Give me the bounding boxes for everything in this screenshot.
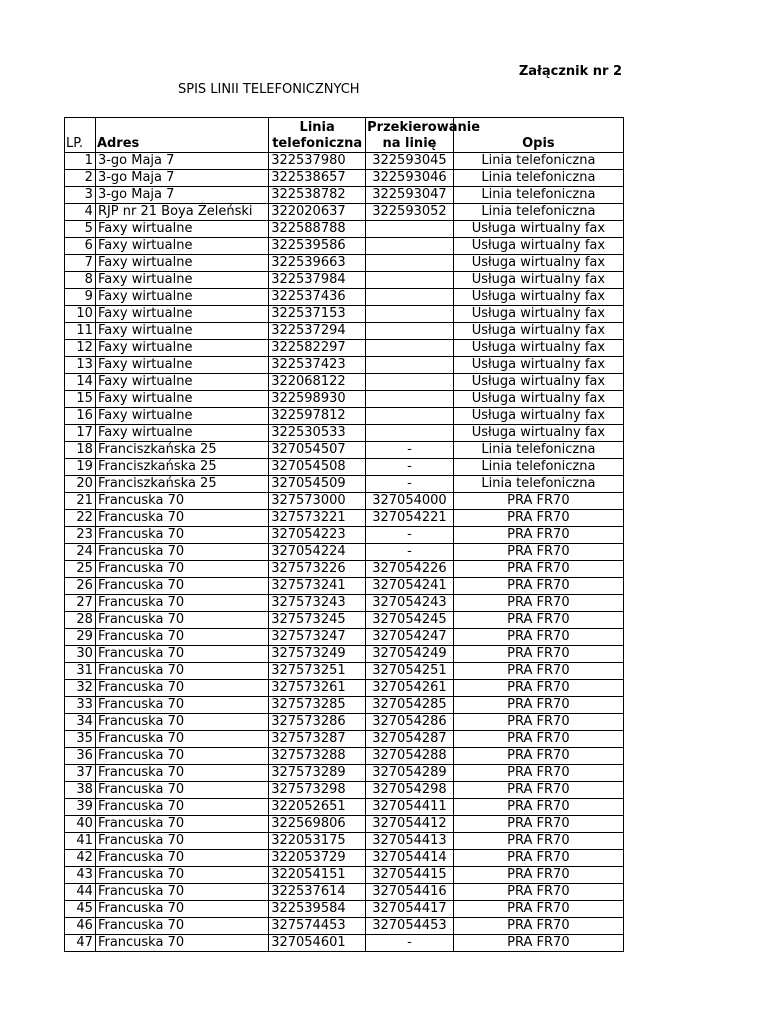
cell-opis: PRA FR70 (453, 833, 623, 850)
cell-linia: 322539663 (269, 255, 366, 272)
cell-lp: 4 (65, 204, 96, 221)
cell-lp: 24 (65, 544, 96, 561)
cell-przekierowanie (366, 357, 454, 374)
cell-przekierowanie: 327054412 (366, 816, 454, 833)
table-row (65, 187, 624, 204)
cell-linia: 322588788 (269, 221, 366, 238)
cell-przekierowanie: 327054000 (366, 493, 454, 510)
cell-linia: 322054151 (269, 867, 366, 884)
cell-opis: PRA FR70 (453, 867, 623, 884)
cell-linia: 327573286 (269, 714, 366, 731)
cell-adres: Francuska 70 (95, 578, 268, 595)
cell-przekierowanie: 327054414 (366, 850, 454, 867)
cell-przekierowanie: 322593045 (366, 153, 454, 170)
cell-linia: 327054601 (269, 935, 366, 952)
cell-przekierowanie: 327054251 (366, 663, 454, 680)
cell-lp: 41 (65, 833, 96, 850)
cell-linia: 327573226 (269, 561, 366, 578)
cell-lp: 44 (65, 884, 96, 901)
cell-linia: 322537614 (269, 884, 366, 901)
table-row (65, 544, 624, 561)
cell-lp: 46 (65, 918, 96, 935)
cell-przekierowanie: - (366, 935, 454, 952)
cell-opis: PRA FR70 (453, 765, 623, 782)
cell-opis: PRA FR70 (453, 935, 623, 952)
cell-opis: Usługa wirtualny fax (453, 357, 623, 374)
cell-adres: Faxy wirtualne (95, 289, 268, 306)
cell-opis: Usługa wirtualny fax (453, 391, 623, 408)
table-row (65, 918, 624, 935)
table-row (65, 935, 624, 952)
table-row (65, 459, 624, 476)
cell-adres: 3-go Maja 7 (95, 187, 268, 204)
cell-opis: PRA FR70 (453, 748, 623, 765)
cell-adres: Francuska 70 (95, 918, 268, 935)
cell-opis: PRA FR70 (453, 510, 623, 527)
cell-przekierowanie: 327054261 (366, 680, 454, 697)
cell-przekierowanie (366, 408, 454, 425)
cell-przekierowanie (366, 374, 454, 391)
table-row (65, 714, 624, 731)
cell-lp: 1 (65, 153, 96, 170)
cell-adres: Faxy wirtualne (95, 374, 268, 391)
cell-lp: 43 (65, 867, 96, 884)
cell-opis: PRA FR70 (453, 782, 623, 799)
cell-linia: 322569806 (269, 816, 366, 833)
cell-linia: 322053175 (269, 833, 366, 850)
header-linia: Linia telefoniczna (269, 118, 366, 153)
cell-lp: 23 (65, 527, 96, 544)
cell-przekierowanie: 322593046 (366, 170, 454, 187)
cell-lp: 22 (65, 510, 96, 527)
cell-opis: Linia telefoniczna (453, 459, 623, 476)
cell-linia: 322582297 (269, 340, 366, 357)
cell-przekierowanie (366, 255, 454, 272)
cell-linia: 327573251 (269, 663, 366, 680)
table-row (65, 204, 624, 221)
cell-lp: 8 (65, 272, 96, 289)
table-row (65, 578, 624, 595)
cell-lp: 21 (65, 493, 96, 510)
table-row (65, 595, 624, 612)
cell-opis: PRA FR70 (453, 799, 623, 816)
cell-lp: 5 (65, 221, 96, 238)
cell-lp: 47 (65, 935, 96, 952)
cell-linia: 322537423 (269, 357, 366, 374)
cell-lp: 15 (65, 391, 96, 408)
cell-lp: 12 (65, 340, 96, 357)
table-row (65, 663, 624, 680)
cell-opis: Usługa wirtualny fax (453, 221, 623, 238)
cell-adres: Francuska 70 (95, 646, 268, 663)
cell-przekierowanie: 327054411 (366, 799, 454, 816)
table-row (65, 527, 624, 544)
cell-linia: 322537984 (269, 272, 366, 289)
cell-opis: Usługa wirtualny fax (453, 340, 623, 357)
cell-przekierowanie: 327054286 (366, 714, 454, 731)
cell-adres: RJP nr 21 Boya Żeleński (95, 204, 268, 221)
table-row (65, 833, 624, 850)
cell-opis: PRA FR70 (453, 663, 623, 680)
cell-linia: 327573261 (269, 680, 366, 697)
cell-linia: 327573289 (269, 765, 366, 782)
cell-opis: Usługa wirtualny fax (453, 238, 623, 255)
table-row (65, 697, 624, 714)
cell-opis: Linia telefoniczna (453, 204, 623, 221)
cell-lp: 19 (65, 459, 96, 476)
cell-opis: Usługa wirtualny fax (453, 272, 623, 289)
cell-przekierowanie: 327054413 (366, 833, 454, 850)
table-row (65, 221, 624, 238)
cell-linia: 327573243 (269, 595, 366, 612)
cell-adres: Faxy wirtualne (95, 306, 268, 323)
cell-adres: Faxy wirtualne (95, 221, 268, 238)
cell-przekierowanie: 327054249 (366, 646, 454, 663)
cell-przekierowanie: 327054417 (366, 901, 454, 918)
cell-linia: 322539584 (269, 901, 366, 918)
cell-linia: 327573241 (269, 578, 366, 595)
phone-lines-table (64, 117, 624, 952)
cell-lp: 27 (65, 595, 96, 612)
cell-przekierowanie: 327054298 (366, 782, 454, 799)
cell-przekierowanie: 322593047 (366, 187, 454, 204)
cell-linia: 322537153 (269, 306, 366, 323)
cell-adres: Francuska 70 (95, 782, 268, 799)
cell-opis: PRA FR70 (453, 697, 623, 714)
cell-opis: Usługa wirtualny fax (453, 289, 623, 306)
cell-linia: 327054224 (269, 544, 366, 561)
cell-przekierowanie: 327054245 (366, 612, 454, 629)
cell-przekierowanie: 322593052 (366, 204, 454, 221)
cell-lp: 16 (65, 408, 96, 425)
cell-przekierowanie (366, 238, 454, 255)
cell-linia: 322068122 (269, 374, 366, 391)
cell-lp: 39 (65, 799, 96, 816)
cell-opis: PRA FR70 (453, 884, 623, 901)
header-przekierowanie: Przekierowanie na linię (366, 118, 454, 153)
cell-adres: 3-go Maja 7 (95, 170, 268, 187)
cell-lp: 26 (65, 578, 96, 595)
cell-opis: Linia telefoniczna (453, 187, 623, 204)
table-row (65, 340, 624, 357)
cell-opis: PRA FR70 (453, 578, 623, 595)
cell-opis: Usługa wirtualny fax (453, 425, 623, 442)
cell-lp: 29 (65, 629, 96, 646)
cell-linia: 327054223 (269, 527, 366, 544)
table-row (65, 425, 624, 442)
cell-opis: PRA FR70 (453, 629, 623, 646)
cell-adres: 3-go Maja 7 (95, 153, 268, 170)
cell-linia: 327054508 (269, 459, 366, 476)
cell-adres: Francuska 70 (95, 595, 268, 612)
cell-linia: 322020637 (269, 204, 366, 221)
table-row (65, 867, 624, 884)
cell-lp: 6 (65, 238, 96, 255)
table-row (65, 850, 624, 867)
cell-przekierowanie (366, 221, 454, 238)
cell-adres: Francuska 70 (95, 799, 268, 816)
table-row (65, 391, 624, 408)
cell-lp: 7 (65, 255, 96, 272)
cell-opis: Linia telefoniczna (453, 170, 623, 187)
cell-adres: Faxy wirtualne (95, 391, 268, 408)
table-header (65, 118, 624, 153)
table-row (65, 816, 624, 833)
header-adres: Adres (95, 118, 268, 153)
cell-adres: Franciszkańska 25 (95, 442, 268, 459)
cell-przekierowanie: - (366, 459, 454, 476)
cell-adres: Faxy wirtualne (95, 272, 268, 289)
cell-lp: 37 (65, 765, 96, 782)
cell-adres: Francuska 70 (95, 697, 268, 714)
cell-linia: 322537294 (269, 323, 366, 340)
cell-przekierowanie: 327054453 (366, 918, 454, 935)
table-row (65, 901, 624, 918)
cell-opis: Usługa wirtualny fax (453, 306, 623, 323)
cell-adres: Faxy wirtualne (95, 425, 268, 442)
cell-adres: Francuska 70 (95, 748, 268, 765)
cell-opis: PRA FR70 (453, 850, 623, 867)
cell-lp: 2 (65, 170, 96, 187)
cell-przekierowanie: - (366, 442, 454, 459)
cell-przekierowanie (366, 306, 454, 323)
cell-adres: Faxy wirtualne (95, 255, 268, 272)
cell-opis: Usługa wirtualny fax (453, 374, 623, 391)
cell-przekierowanie: 327054241 (366, 578, 454, 595)
table-body (65, 153, 624, 952)
cell-adres: Francuska 70 (95, 561, 268, 578)
cell-linia: 322538657 (269, 170, 366, 187)
cell-lp: 25 (65, 561, 96, 578)
cell-adres: Francuska 70 (95, 935, 268, 952)
cell-adres: Faxy wirtualne (95, 357, 268, 374)
cell-lp: 14 (65, 374, 96, 391)
cell-opis: PRA FR70 (453, 595, 623, 612)
cell-opis: PRA FR70 (453, 561, 623, 578)
cell-przekierowanie: - (366, 544, 454, 561)
cell-przekierowanie (366, 340, 454, 357)
cell-linia: 322539586 (269, 238, 366, 255)
cell-przekierowanie: 327054416 (366, 884, 454, 901)
cell-linia: 327054507 (269, 442, 366, 459)
cell-lp: 40 (65, 816, 96, 833)
table-row (65, 238, 624, 255)
cell-lp: 17 (65, 425, 96, 442)
cell-opis: PRA FR70 (453, 527, 623, 544)
cell-przekierowanie: 327054288 (366, 748, 454, 765)
cell-przekierowanie: 327054247 (366, 629, 454, 646)
cell-opis: Linia telefoniczna (453, 153, 623, 170)
cell-adres: Faxy wirtualne (95, 340, 268, 357)
cell-adres: Francuska 70 (95, 884, 268, 901)
cell-lp: 38 (65, 782, 96, 799)
cell-przekierowanie: 327054221 (366, 510, 454, 527)
table-row (65, 374, 624, 391)
cell-opis: Usługa wirtualny fax (453, 408, 623, 425)
cell-lp: 45 (65, 901, 96, 918)
table-row (65, 306, 624, 323)
cell-adres: Francuska 70 (95, 629, 268, 646)
cell-opis: PRA FR70 (453, 680, 623, 697)
header-opis: Opis (453, 118, 623, 153)
cell-adres: Francuska 70 (95, 527, 268, 544)
table-row (65, 629, 624, 646)
cell-opis: Linia telefoniczna (453, 476, 623, 493)
cell-lp: 36 (65, 748, 96, 765)
cell-przekierowanie (366, 425, 454, 442)
cell-linia: 322537980 (269, 153, 366, 170)
table-row (65, 476, 624, 493)
cell-adres: Francuska 70 (95, 493, 268, 510)
header-row (65, 118, 624, 153)
table-row (65, 561, 624, 578)
cell-adres: Francuska 70 (95, 680, 268, 697)
cell-adres: Francuska 70 (95, 731, 268, 748)
cell-linia: 327573298 (269, 782, 366, 799)
table-row (65, 408, 624, 425)
cell-opis: Usługa wirtualny fax (453, 323, 623, 340)
table-row (65, 731, 624, 748)
cell-adres: Francuska 70 (95, 544, 268, 561)
table-row (65, 612, 624, 629)
annex-label: Załącznik nr 2 (518, 64, 622, 79)
table-row (65, 765, 624, 782)
cell-linia: 322530533 (269, 425, 366, 442)
table-row (65, 493, 624, 510)
cell-przekierowanie: 327054285 (366, 697, 454, 714)
cell-adres: Francuska 70 (95, 867, 268, 884)
table-row (65, 153, 624, 170)
cell-opis: Usługa wirtualny fax (453, 255, 623, 272)
cell-lp: 13 (65, 357, 96, 374)
cell-lp: 30 (65, 646, 96, 663)
cell-linia: 327573288 (269, 748, 366, 765)
cell-lp: 3 (65, 187, 96, 204)
cell-opis: Linia telefoniczna (453, 442, 623, 459)
table-row (65, 646, 624, 663)
cell-opis: PRA FR70 (453, 816, 623, 833)
cell-opis: PRA FR70 (453, 901, 623, 918)
cell-lp: 35 (65, 731, 96, 748)
cell-adres: Faxy wirtualne (95, 408, 268, 425)
cell-przekierowanie (366, 391, 454, 408)
cell-lp: 9 (65, 289, 96, 306)
cell-opis: PRA FR70 (453, 714, 623, 731)
cell-lp: 20 (65, 476, 96, 493)
cell-adres: Francuska 70 (95, 901, 268, 918)
cell-opis: PRA FR70 (453, 731, 623, 748)
cell-linia: 327574453 (269, 918, 366, 935)
cell-przekierowanie: - (366, 527, 454, 544)
cell-adres: Francuska 70 (95, 765, 268, 782)
cell-linia: 327573247 (269, 629, 366, 646)
table-row (65, 323, 624, 340)
cell-przekierowanie (366, 323, 454, 340)
cell-linia: 327573000 (269, 493, 366, 510)
table-row (65, 255, 624, 272)
cell-lp: 31 (65, 663, 96, 680)
cell-linia: 327573245 (269, 612, 366, 629)
table-row (65, 510, 624, 527)
cell-linia: 322598930 (269, 391, 366, 408)
cell-linia: 322052651 (269, 799, 366, 816)
cell-adres: Francuska 70 (95, 612, 268, 629)
cell-przekierowanie: 327054289 (366, 765, 454, 782)
table-row (65, 442, 624, 459)
cell-przekierowanie: 327054415 (366, 867, 454, 884)
cell-adres: Faxy wirtualne (95, 323, 268, 340)
cell-przekierowanie: - (366, 476, 454, 493)
cell-adres: Francuska 70 (95, 510, 268, 527)
cell-przekierowanie (366, 289, 454, 306)
cell-adres: Francuska 70 (95, 663, 268, 680)
cell-opis: PRA FR70 (453, 646, 623, 663)
cell-adres: Francuska 70 (95, 714, 268, 731)
cell-opis: PRA FR70 (453, 612, 623, 629)
table-row (65, 748, 624, 765)
cell-przekierowanie: 327054226 (366, 561, 454, 578)
cell-adres: Faxy wirtualne (95, 238, 268, 255)
cell-przekierowanie: 327054287 (366, 731, 454, 748)
cell-linia: 322053729 (269, 850, 366, 867)
table-row (65, 289, 624, 306)
table-row (65, 170, 624, 187)
cell-linia: 322538782 (269, 187, 366, 204)
table-row (65, 799, 624, 816)
cell-lp: 32 (65, 680, 96, 697)
header-lp: LP. (65, 118, 96, 153)
cell-przekierowanie: 327054243 (366, 595, 454, 612)
cell-lp: 11 (65, 323, 96, 340)
cell-adres: Francuska 70 (95, 816, 268, 833)
cell-lp: 18 (65, 442, 96, 459)
cell-linia: 327054509 (269, 476, 366, 493)
cell-adres: Franciszkańska 25 (95, 476, 268, 493)
cell-lp: 34 (65, 714, 96, 731)
cell-linia: 327573285 (269, 697, 366, 714)
table-row (65, 357, 624, 374)
cell-lp: 28 (65, 612, 96, 629)
cell-linia: 322597812 (269, 408, 366, 425)
cell-linia: 322537436 (269, 289, 366, 306)
cell-linia: 327573249 (269, 646, 366, 663)
cell-lp: 42 (65, 850, 96, 867)
table-row (65, 884, 624, 901)
cell-adres: Francuska 70 (95, 850, 268, 867)
table-row (65, 680, 624, 697)
cell-przekierowanie (366, 272, 454, 289)
cell-linia: 327573287 (269, 731, 366, 748)
cell-opis: PRA FR70 (453, 544, 623, 561)
cell-adres: Francuska 70 (95, 833, 268, 850)
cell-lp: 33 (65, 697, 96, 714)
cell-adres: Franciszkańska 25 (95, 459, 268, 476)
table-row (65, 782, 624, 799)
cell-linia: 327573221 (269, 510, 366, 527)
cell-lp: 10 (65, 306, 96, 323)
cell-opis: PRA FR70 (453, 493, 623, 510)
cell-opis: PRA FR70 (453, 918, 623, 935)
document-title: SPIS LINII TELEFONICZNYCH (178, 82, 360, 97)
table-row (65, 272, 624, 289)
